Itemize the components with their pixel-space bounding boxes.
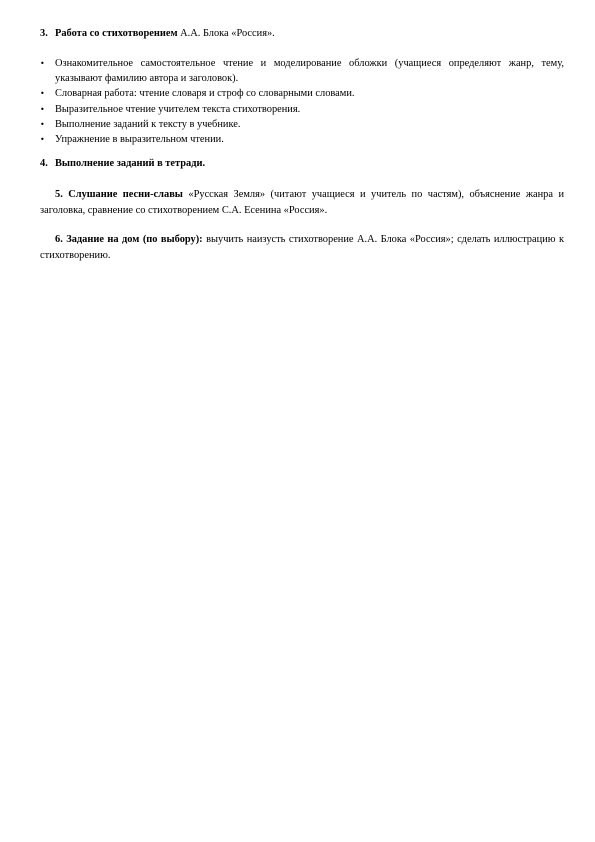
section-5-paragraph bbox=[40, 187, 564, 219]
bullet-icon: • bbox=[40, 89, 45, 99]
bullet-icon: • bbox=[40, 104, 45, 114]
section-3-title-bold: Работа со стихотворением bbox=[55, 28, 178, 39]
section-5-text: «Русская Земля» (читают учащиеся и учитель по частям), объяснение жанра и заголовка, сравнение со стихотворением С.А. Есенина «Россия». bbox=[40, 189, 565, 216]
bullet-icon: • bbox=[40, 59, 45, 68]
list-item-text: Упражнение в выразительном чтении. bbox=[55, 134, 224, 146]
section-4-heading bbox=[40, 158, 564, 169]
section-6-bold: 6. Задание на дом (по выбору): bbox=[55, 234, 203, 245]
section-6-paragraph bbox=[40, 232, 564, 264]
bullet-icon: • bbox=[40, 119, 45, 129]
section-3-title-rest: А.А. Блока «Россия». bbox=[177, 28, 275, 39]
section-4-number: 4. bbox=[40, 158, 48, 169]
section-3-title bbox=[55, 28, 275, 39]
list-item bbox=[40, 56, 564, 86]
list-item bbox=[40, 117, 564, 132]
list-item-text: Ознакомительное самостоятельное чтение и моделирование обложки (учащиеся определяют жанр, тему, указывают фамилию автора и заголовок). bbox=[55, 58, 564, 85]
list-item bbox=[40, 132, 564, 147]
list-item-text: Выразительное чтение учителем текста стихотворения. bbox=[55, 103, 301, 115]
section-4-title: Выполнение заданий в тетради. bbox=[55, 158, 206, 169]
section-6-text: выучить наизусть стихотворение А.А. Блока «Россия»; сделать иллюстрацию к стихотворению. bbox=[40, 234, 564, 261]
section-3-heading bbox=[40, 28, 564, 39]
bullet-list bbox=[40, 56, 564, 147]
list-item bbox=[40, 102, 564, 117]
list-item-text: Выполнение заданий к тексту в учебнике. bbox=[55, 118, 241, 130]
bullet-icon: • bbox=[40, 135, 45, 145]
section-5-bold: 5. Слушание песни-славы bbox=[55, 189, 183, 200]
list-item-text: Словарная работа: чтение словаря и строф со словарными словами. bbox=[55, 88, 355, 100]
list-item bbox=[40, 86, 564, 101]
section-3-number: 3. bbox=[40, 28, 48, 39]
